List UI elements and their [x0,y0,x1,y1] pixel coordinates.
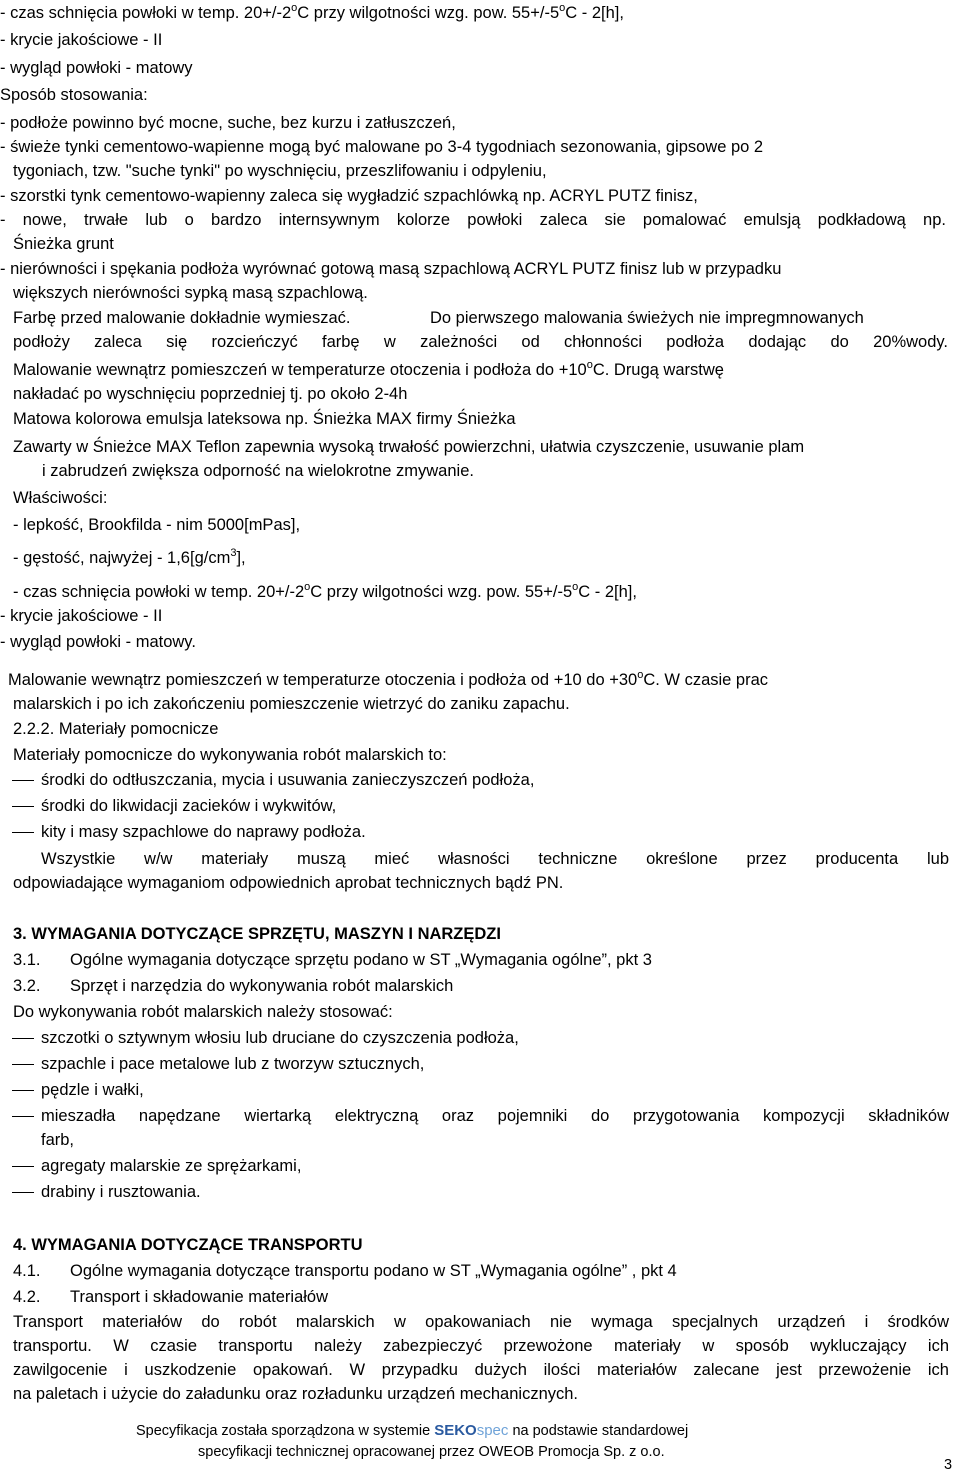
degree-sup: o [572,581,579,593]
degree-sup: o [304,581,311,593]
bullet-line: - świeże tynki cementowo-wapienne mogą być malowane po 3-4 tygodniach sezonowania, gipsowe po 2 [0,138,764,156]
list-dash [12,1192,34,1193]
paragraph-line: transportu. W czasie transportu należy zabezpieczyć przewożone materiały w sposób wykluczający ich [13,1337,949,1355]
section-number: 4.1. [13,1262,41,1280]
text: - czas schnięcia powłoki w temp. 20+/-2 [0,4,292,22]
drying-time-line [0,3,624,25]
paragraph-line: nakładać po wyschnięciu poprzedniej tj. po około 2-4h [13,385,408,403]
text: C przy wilgotności wzg. pow. 55+/-5 [297,4,560,22]
list-item: środki do odtłuszczania, mycia i usuwania zanieczyszczeń podłoża, [41,771,535,789]
paragraph-line [13,308,351,328]
paragraph-line: odpowiadające wymaganiom odpowiednich aprobat technicznych bądź PN. [13,874,564,892]
text: C - 2[h], [578,583,637,601]
subsection-title: Transport i składowanie materiałów [70,1288,328,1306]
paragraph-line: Wszystkie w/w materiały muszą mieć własności techniczne określone przez producenta lub [41,850,949,868]
logo-part: spec [476,1422,509,1439]
paragraph-line [13,360,724,382]
text: - czas schnięcia powłoki w temp. 20+/-2 [13,583,305,601]
section-number: 3.1. [13,951,41,969]
text: C. W czasie prac [643,671,769,689]
method-heading: Sposób stosowania: [0,86,148,104]
subsection-title: Ogólne wymagania dotyczące transportu podano w ST „Wymagania ogólne” , pkt 4 [70,1262,677,1280]
paragraph-line: Transport materiałów do robót malarskich w opakowaniach nie wymaga specjalnych urządzeń i środków [13,1313,949,1331]
look-line: - wygląd powłoki - matowy [0,59,193,77]
list-item: pędzle i wałki, [41,1081,144,1099]
paragraph-line: podłoży zaleca się rozcieńczyć farbę w zależności od chłonności podłoża dodając do 20%wody. [13,333,948,351]
list-dash [12,806,34,807]
list-item: kity i masy szpachlowe do naprawy podłoża. [41,823,366,841]
list-item-cont: farb, [41,1131,75,1149]
list-item: agregaty malarskie ze sprężarkami, [41,1157,302,1175]
text: Malowanie wewnątrz pomieszczeń w temperaturze otoczenia i podłoża od +10 do +30 [8,671,638,689]
paragraph-line: Do wykonywania robót malarskich należy stosować: [13,1003,393,1021]
paragraph-line: i zabrudzeń zwiększa odporność na wielokrotne zmywanie. [42,462,474,480]
paragraph-line: Zawarty w Śnieżce MAX Teflon zapewnia wysoką trwałość powierzchni, ułatwia czyszczenie, usuwanie plam [13,438,805,456]
list-item: szczotki o sztywnym włosiu lub druciane do czyszczenia podłoża, [41,1029,519,1047]
subsection-title: Sprzęt i narzędzia do wykonywania robót malarskich [70,977,454,995]
list-dash [12,1116,34,1117]
paragraph-line: zawilgocenie i uszkodzenie opakowań. W przypadku dużych ilości materiałów zalecane jest przewożenie ich [13,1361,949,1379]
bullet-line: - szorstki tynk cementowo-wapienny zaleca się wygładzić szpachlówką np. ACRYL PUTZ finisz, [0,187,698,205]
degree-sup: o [586,359,593,371]
bullet-line: - nierówności i spękania podłoża wyrównać gotową masą szpachlową ACRYL PUTZ finisz lub w przypadku [0,260,782,278]
property-line: - wygląd powłoki - matowy. [0,633,196,651]
paragraph-line: malarskich i po ich zakończeniu pomieszczenie wietrzyć do zaniku zapachu. [13,695,570,713]
section-heading: 4. WYMAGANIA DOTYCZĄCE TRANSPORTU [13,1236,363,1254]
paragraph-line: Matowa kolorowa emulsja lateksowa np. Śnieżka MAX firmy Śnieżka [13,410,516,428]
paragraph-line: Materiały pomocnicze do wykonywania robót malarskich to: [13,746,447,764]
list-item: szpachle i pace metalowe lub z tworzyw sztucznych, [41,1055,425,1073]
degree-sup: o [291,2,298,14]
property-line [13,548,246,570]
list-item: mieszadła napędzane wiertarką elektryczną oraz pojemniki do przygotowania kompozycji składników [41,1107,949,1125]
logo-part: SEKO [434,1422,477,1439]
footer-text: na podstawie standardowej [512,1423,689,1439]
properties-heading: Właściwości: [13,489,108,507]
subsection-heading: 2.2.2. Materiały pomocnicze [13,720,219,738]
page-number: 3 [944,1457,953,1473]
paragraph-line: Do pierwszego malowania świeżych nie impregmnowanych [430,309,864,327]
list-dash [12,1090,34,1091]
sekospec-logo [434,1423,508,1439]
bullet-line-cont: większych nierówności sypką masą szpachlową. [13,284,368,302]
list-item: środki do likwidacji zacieków i wykwitów, [41,797,337,815]
list-dash [12,1166,34,1167]
paragraph-line: na paletach i użycie do załadunku oraz rozładunku urządzeń mechanicznych. [13,1385,579,1403]
list-dash [12,1064,34,1065]
property-line: - krycie jakościowe - II [0,607,163,625]
list-item: drabiny i rusztowania. [41,1183,201,1201]
text: C przy wilgotności wzg. pow. 55+/-5 [310,583,573,601]
footer-text: Specyfikacja została sporządzona w systemie [136,1423,431,1439]
list-dash [12,832,34,833]
superscript: 3 [230,547,237,559]
text: Farbę przed malowanie dokładnie wymieszać. [13,309,351,327]
degree-sup: o [637,669,644,681]
text: C - 2[h], [565,4,624,22]
degree-sup: o [559,2,566,14]
property-line [13,582,637,604]
bullet-line: - nowe, trwałe lub o bardzo internsywnym kolorze powłoki zaleca sie pomalować emulsją podkładową np. [0,211,946,229]
property-line: - lepkość, Brookfilda - nim 5000[mPas], [13,516,301,534]
quality-line: - krycie jakościowe - II [0,31,163,49]
footer-line-1 [136,1421,688,1441]
list-dash [12,780,34,781]
footer-line-2: specyfikacji technicznej opracowanej przez OWEOB Promocja Sp. z o.o. [198,1444,665,1460]
text: - gęstość, najwyżej - 1,6[g/cm [13,549,231,567]
text: Malowanie wewnątrz pomieszczeń w temperaturze otoczenia i podłoża do +10 [13,361,587,379]
text: ], [236,549,246,567]
text: C. Drugą warstwę [592,361,724,379]
paragraph-line [8,670,768,692]
bullet-line-cont: tygoniach, tzw. "suche tynki" po wyschnięciu, przeszlifowaniu i odpyleniu, [13,162,547,180]
subsection-title: Ogólne wymagania dotyczące sprzętu podano w ST „Wymagania ogólne”, pkt 3 [70,951,652,969]
section-heading: 3. WYMAGANIA DOTYCZĄCE SPRZĘTU, MASZYN I NARZĘDZI [13,925,501,943]
list-dash [12,1038,34,1039]
bullet-line-cont: Śnieżka grunt [13,235,114,253]
bullet-line: - podłoże powinno być mocne, suche, bez kurzu i zatłuszczeń, [0,114,456,132]
section-number: 4.2. [13,1288,41,1306]
section-number: 3.2. [13,977,41,995]
